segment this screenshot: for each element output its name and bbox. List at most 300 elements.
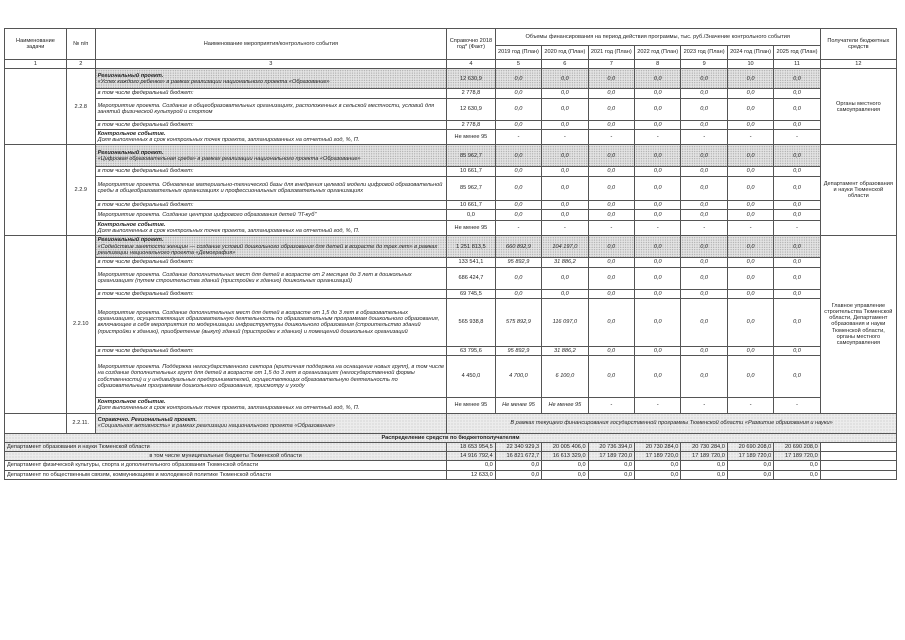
plan-value: - — [681, 398, 727, 414]
event-text: Доля выполненных в срок контрольных точек проекта, запланированных на отчетный год, %, П. — [97, 228, 360, 234]
event-text: Мероприятие проекта. Поддержка негосударственного сектора (критичная поддержка на оснащение новых групп), в том числе на создание дополнительных групп для детей в возрасте от 1,5 до 3 лет в организациях (негосударственной формы собственности) и у индивидуальных предпринимателей, осуществляющих образовательную деятельность по образовательным программам дошкольного образования, присмотру и уходу — [97, 364, 445, 389]
event-text: Мероприятие проекта. Обновление материально-технической базы для внедрения целевой модели цифровой образовательной среды в общеобразовательных организациях и профессиональных образовательных организациях — [97, 181, 443, 194]
plan-value: 0,0 — [588, 356, 634, 398]
plan-value: 0,0 — [542, 120, 588, 129]
distribution-value: 20 730 284,0 — [681, 442, 727, 451]
event-text: «Цифровая образовательная среда» в рамках реализации национального проекта «Образование» — [97, 155, 361, 162]
plan-value: 0,0 — [542, 98, 588, 120]
column-number: 2 — [66, 60, 95, 69]
plan-value: - — [774, 129, 820, 145]
plan-value: - — [635, 220, 681, 236]
reference-2018: 12 630,9 — [447, 69, 496, 89]
plan-value: 0,0 — [635, 289, 681, 298]
plan-value: 0,0 — [588, 167, 634, 176]
table-row — [5, 200, 897, 209]
reference-2018: 133 541,1 — [447, 258, 496, 267]
table-row — [5, 220, 897, 236]
reference-2018: 85 962,7 — [447, 145, 496, 167]
header-year: 2025 год (План) — [774, 46, 820, 60]
distribution-value: 17 189 720,0 — [774, 452, 820, 461]
event-description — [95, 289, 446, 298]
distribution-value: 0,0 — [495, 470, 541, 479]
plan-value: 0,0 — [588, 346, 634, 355]
event-text: в том числе федеральный бюджет: — [97, 168, 194, 175]
distribution-value: 20 736 394,0 — [588, 442, 634, 451]
plan-value: 0,0 — [495, 98, 541, 120]
plan-value: 0,0 — [681, 145, 727, 167]
event-description — [95, 145, 446, 167]
plan-value: 0,0 — [727, 89, 773, 98]
distribution-value: 14 916 792,4 — [447, 452, 496, 461]
recipient-name: в том числе муниципальные бюджеты Тюменской области — [5, 452, 447, 461]
distribution-value: 0,0 — [447, 461, 496, 470]
header-year: 2019 год (План) — [495, 46, 541, 60]
plan-value: - — [495, 220, 541, 236]
table-row — [5, 120, 897, 129]
plan-value: - — [635, 129, 681, 145]
plan-value: 31 886,2 — [542, 258, 588, 267]
plan-value: 0,0 — [495, 89, 541, 98]
plan-value: 0,0 — [774, 209, 820, 220]
plan-value: 0,0 — [635, 176, 681, 200]
distribution-value: 17 189 720,0 — [681, 452, 727, 461]
reference-2018: 10 661,7 — [447, 167, 496, 176]
recipient-cell: Департамент образования и науки Тюменской области — [820, 145, 896, 236]
distribution-value: 18 653 954,5 — [447, 442, 496, 451]
plan-value: 0,0 — [681, 258, 727, 267]
plan-value: 0,0 — [635, 356, 681, 398]
event-text: в том числе федеральный бюджет: — [97, 201, 194, 208]
distribution-value: 0,0 — [495, 461, 541, 470]
plan-value: - — [681, 220, 727, 236]
plan-value: 0,0 — [542, 200, 588, 209]
plan-value: 95 892,9 — [495, 258, 541, 267]
header-year: 2024 год (План) — [727, 46, 773, 60]
plan-value: 6 100,0 — [542, 356, 588, 398]
plan-value: Не менее 95 — [542, 398, 588, 414]
header-year: 2023 год (План) — [681, 46, 727, 60]
event-description — [95, 258, 446, 267]
event-description — [95, 356, 446, 398]
plan-value: 0,0 — [542, 267, 588, 289]
plan-value: 0,0 — [588, 69, 634, 89]
plan-value: 0,0 — [635, 120, 681, 129]
distribution-value: 0,0 — [681, 461, 727, 470]
plan-value: 0,0 — [542, 167, 588, 176]
table-row — [5, 236, 897, 258]
table-row — [5, 356, 897, 398]
plan-value: - — [542, 129, 588, 145]
event-description — [95, 167, 446, 176]
column-number: 11 — [774, 60, 820, 69]
distribution-value: 0,0 — [588, 461, 634, 470]
plan-value: 0,0 — [774, 120, 820, 129]
distribution-value: 0,0 — [774, 461, 820, 470]
plan-value: 104 197,0 — [542, 236, 588, 258]
column-number: 4 — [447, 60, 496, 69]
empty-cell — [820, 470, 896, 479]
distribution-row — [5, 442, 897, 451]
reference-2018: Не менее 95 — [447, 220, 496, 236]
distribution-value: 0,0 — [635, 461, 681, 470]
plan-value: 0,0 — [774, 89, 820, 98]
table-row — [5, 167, 897, 176]
plan-value: 0,0 — [588, 120, 634, 129]
header-task: Наименование задачи — [5, 29, 67, 60]
plan-value: 0,0 — [727, 258, 773, 267]
item-number: 2.2.9 — [66, 145, 95, 236]
plan-value: - — [495, 129, 541, 145]
plan-value: 0,0 — [495, 209, 541, 220]
event-title: Региональный проект. — [97, 72, 164, 79]
distribution-value: 20 690 208,0 — [774, 442, 820, 451]
distribution-row — [5, 452, 897, 461]
reference-2018: 2 778,8 — [447, 120, 496, 129]
plan-value: 0,0 — [681, 120, 727, 129]
plan-value: 0,0 — [681, 69, 727, 89]
header-event: Наименование мероприятия/контрольного события — [95, 29, 446, 60]
plan-value: 0,0 — [635, 236, 681, 258]
distribution-value: 16 821 672,7 — [495, 452, 541, 461]
event-title: Справочно. Региональный проект. — [97, 416, 197, 423]
plan-value: 0,0 — [774, 267, 820, 289]
plan-value: 0,0 — [588, 209, 634, 220]
plan-value: 31 886,2 — [542, 346, 588, 355]
plan-value: 0,0 — [727, 236, 773, 258]
plan-value: 0,0 — [635, 298, 681, 346]
event-description — [95, 398, 446, 414]
plan-value: Не менее 95 — [495, 398, 541, 414]
header-year: 2022 год (План) — [635, 46, 681, 60]
column-number: 8 — [635, 60, 681, 69]
event-description — [95, 176, 446, 200]
distribution-value: 0,0 — [635, 470, 681, 479]
plan-value: 0,0 — [495, 200, 541, 209]
table-row — [5, 145, 897, 167]
plan-value: 0,0 — [681, 200, 727, 209]
reference-2018: Не менее 95 — [447, 398, 496, 414]
plan-value: 0,0 — [635, 200, 681, 209]
event-text: в том числе федеральный бюджет: — [97, 121, 194, 128]
event-description — [95, 120, 446, 129]
event-title: Региональный проект. — [97, 149, 164, 156]
plan-value: 0,0 — [542, 69, 588, 89]
plan-value: 660 892,9 — [495, 236, 541, 258]
event-description — [95, 413, 446, 433]
plan-value: 0,0 — [727, 356, 773, 398]
plan-value: 0,0 — [727, 209, 773, 220]
plan-value: 0,0 — [727, 145, 773, 167]
plan-value: 0,0 — [681, 89, 727, 98]
event-text: «Социальная активность» в рамках реализации национального проекта «Образование» — [97, 423, 335, 429]
recipient-name: Департамент образования и науки Тюменской области — [5, 442, 447, 451]
plan-value: 0,0 — [727, 69, 773, 89]
column-number: 1 — [5, 60, 67, 69]
plan-value: 0,0 — [588, 236, 634, 258]
plan-value: - — [774, 398, 820, 414]
plan-value: 0,0 — [681, 176, 727, 200]
plan-value: 575 892,9 — [495, 298, 541, 346]
item-number: 2.2.10 — [66, 236, 95, 413]
plan-value: - — [727, 220, 773, 236]
table-row — [5, 69, 897, 89]
plan-value: 0,0 — [635, 145, 681, 167]
plan-value: 0,0 — [681, 236, 727, 258]
header-num: № п/п — [66, 29, 95, 60]
plan-value: 0,0 — [542, 89, 588, 98]
reference-2018: 1 251 813,5 — [447, 236, 496, 258]
plan-value: 0,0 — [681, 209, 727, 220]
reference-2018: 0,0 — [447, 209, 496, 220]
plan-value: - — [588, 220, 634, 236]
distribution-value: 20 730 284,0 — [635, 442, 681, 451]
plan-value: 0,0 — [542, 289, 588, 298]
reference-2018: 2 778,8 — [447, 89, 496, 98]
plan-value: 0,0 — [635, 167, 681, 176]
plan-value: 0,0 — [727, 176, 773, 200]
funding-note: В рамках текущего финансирования государственной программы Тюменской области «Развитие образования и науки» — [447, 413, 897, 433]
plan-value: - — [681, 129, 727, 145]
table-row — [5, 413, 897, 433]
plan-value: 0,0 — [727, 267, 773, 289]
table-row — [5, 398, 897, 414]
plan-value: - — [727, 398, 773, 414]
distribution-value: 0,0 — [774, 470, 820, 479]
event-description — [95, 129, 446, 145]
table-row — [5, 346, 897, 355]
plan-value: 0,0 — [681, 167, 727, 176]
table-body — [5, 69, 897, 480]
plan-value: 0,0 — [588, 258, 634, 267]
event-text: Доля выполненных в срок контрольных точек проекта, запланированных на отчетный год, %, П. — [97, 405, 360, 412]
plan-value: 0,0 — [635, 346, 681, 355]
task-cell — [5, 145, 67, 236]
event-text: в том числе федеральный бюджет: — [97, 347, 194, 354]
table-row — [5, 258, 897, 267]
plan-value: 0,0 — [588, 200, 634, 209]
plan-value: 0,0 — [635, 98, 681, 120]
plan-value: - — [588, 398, 634, 414]
plan-value: - — [542, 220, 588, 236]
table-row — [5, 209, 897, 220]
plan-value: 0,0 — [588, 289, 634, 298]
reference-2018: 4 450,0 — [447, 356, 496, 398]
plan-value: 0,0 — [635, 267, 681, 289]
plan-value: 0,0 — [774, 145, 820, 167]
plan-value: 0,0 — [542, 145, 588, 167]
plan-value: 0,0 — [774, 346, 820, 355]
event-description — [95, 209, 446, 220]
distribution-row — [5, 461, 897, 470]
column-number: 12 — [820, 60, 896, 69]
column-number: 7 — [588, 60, 634, 69]
plan-value: 0,0 — [774, 200, 820, 209]
distribution-value: 0,0 — [542, 461, 588, 470]
plan-value: 0,0 — [727, 167, 773, 176]
column-number: 10 — [727, 60, 773, 69]
plan-value: - — [588, 129, 634, 145]
distribution-value: 17 189 720,0 — [727, 452, 773, 461]
plan-value: 0,0 — [727, 298, 773, 346]
plan-value: 0,0 — [588, 145, 634, 167]
plan-value: 0,0 — [774, 289, 820, 298]
event-title: Контрольное событие. — [97, 399, 166, 405]
table-row — [5, 129, 897, 145]
plan-value: - — [774, 220, 820, 236]
reference-2018: Не менее 95 — [447, 129, 496, 145]
distribution-value: 12 633,0 — [447, 470, 496, 479]
plan-value: 0,0 — [542, 176, 588, 200]
distribution-row — [5, 470, 897, 479]
plan-value: 4 700,0 — [495, 356, 541, 398]
plan-value: 0,0 — [495, 120, 541, 129]
plan-value: 0,0 — [681, 289, 727, 298]
task-cell — [5, 413, 67, 433]
event-description — [95, 236, 446, 258]
reference-2018: 10 661,7 — [447, 200, 496, 209]
column-number-row — [5, 60, 897, 69]
event-description — [95, 298, 446, 346]
event-description — [95, 267, 446, 289]
recipient-cell: Органы местного самоуправления — [820, 69, 896, 145]
event-description — [95, 346, 446, 355]
plan-value: 0,0 — [681, 98, 727, 120]
column-number: 9 — [681, 60, 727, 69]
plan-value: 0,0 — [774, 356, 820, 398]
plan-value: 0,0 — [588, 98, 634, 120]
plan-value: 0,0 — [774, 98, 820, 120]
empty-cell — [820, 442, 896, 451]
event-text: «Успех каждого ребенка» в рамках реализации национального проекта «Образование» — [97, 78, 330, 85]
plan-value: 0,0 — [774, 167, 820, 176]
column-number: 3 — [95, 60, 446, 69]
reference-2018: 565 938,8 — [447, 298, 496, 346]
event-text: Мероприятие проекта. Создание дополнительных мест для детей в возрасте от 1,5 до 3 лет в образовательных организациях, осуществляющих образовательную деятельность по образовательным программам дошкольного образования, включающее в себя мероприятия по модернизации инфраструктуры дошкольного образования (строительство зданий (пристройки к зданию), приобретение (выкуп) зданий (пристройки к зданию) и помещений дошкольных организаций — [97, 309, 440, 335]
distribution-value: 0,0 — [727, 461, 773, 470]
table-row — [5, 267, 897, 289]
event-description — [95, 200, 446, 209]
plan-value: 0,0 — [495, 69, 541, 89]
plan-value: - — [635, 398, 681, 414]
recipient-name: Департамент по общественным связям, коммуникациям и молодежной политике Тюменской области — [5, 470, 447, 479]
header-year: 2020 год (План) — [542, 46, 588, 60]
distribution-value: 0,0 — [727, 470, 773, 479]
plan-value: 0,0 — [495, 145, 541, 167]
distribution-value: 0,0 — [681, 470, 727, 479]
recipient-name: Департамент физической культуры, спорта и дополнительного образования Тюменской области — [5, 461, 447, 470]
empty-cell — [820, 461, 896, 470]
event-title: Контрольное событие. — [97, 130, 166, 137]
table-row — [5, 289, 897, 298]
distribution-value: 22 340 929,3 — [495, 442, 541, 451]
event-description — [95, 69, 446, 89]
plan-value: 0,0 — [495, 289, 541, 298]
header-year: 2021 год (План) — [588, 46, 634, 60]
event-text: в том числе федеральный бюджет: — [97, 90, 194, 97]
plan-value: 0,0 — [681, 346, 727, 355]
header-recipients: Получатели бюджетных средств — [820, 29, 896, 60]
table-row — [5, 298, 897, 346]
event-text: Доля выполненных в срок контрольных точек проекта, запланированных на отчетный год, %, П. — [97, 137, 360, 143]
plan-value: 0,0 — [635, 258, 681, 267]
event-description — [95, 98, 446, 120]
plan-value: 0,0 — [681, 267, 727, 289]
event-description — [95, 220, 446, 236]
item-number: 2.2.11. — [66, 413, 95, 433]
header-funding: Объемы финансирования на период действия программы, тыс. руб./Значение контрольного события — [495, 29, 820, 46]
task-cell — [5, 236, 67, 413]
distribution-value: 17 189 720,0 — [635, 452, 681, 461]
table-row — [5, 176, 897, 200]
reference-2018: 69 745,5 — [447, 289, 496, 298]
plan-value: 0,0 — [774, 258, 820, 267]
reference-2018: 12 630,9 — [447, 98, 496, 120]
recipient-cell: Главное управление строительства Тюменской области, Департамент образования и науки Тюменской области, органы местного самоуправления — [820, 236, 896, 413]
event-text: Мероприятие проекта. Создание дополнительных мест для детей в возрасте от 2 месяцев до 3 лет в дошкольных организациях (путем строительства зданий (пристройки к зданию) дошкольных организаций) — [97, 271, 412, 284]
plan-value: 0,0 — [635, 209, 681, 220]
event-description — [95, 89, 446, 98]
distribution-heading-row — [5, 433, 897, 442]
event-text: в том числе федеральный бюджет: — [97, 259, 194, 266]
plan-value: 0,0 — [542, 209, 588, 220]
plan-value: 0,0 — [588, 89, 634, 98]
plan-value: 0,0 — [681, 298, 727, 346]
funding-table — [4, 28, 897, 480]
reference-2018: 85 962,7 — [447, 176, 496, 200]
distribution-value: 16 613 329,0 — [542, 452, 588, 461]
plan-value: 0,0 — [495, 267, 541, 289]
header-ref: Справочно 2018 год* (Факт) — [447, 29, 496, 60]
event-text: Мероприятие проекта. Создание в общеобразовательных организациях, расположенных в сельской местности, условий для занятий физической культурой и спортом — [97, 102, 435, 115]
plan-value: 0,0 — [774, 69, 820, 89]
plan-value: 0,0 — [727, 346, 773, 355]
plan-value: 0,0 — [727, 120, 773, 129]
item-number: 2.2.8 — [66, 69, 95, 145]
plan-value: 0,0 — [681, 356, 727, 398]
plan-value: 0,0 — [495, 167, 541, 176]
table-row — [5, 98, 897, 120]
reference-2018: 686 424,7 — [447, 267, 496, 289]
event-title: Региональный проект. — [97, 237, 164, 244]
plan-value: 0,0 — [727, 289, 773, 298]
plan-value: 0,0 — [635, 89, 681, 98]
distribution-value: 20 005 406,0 — [542, 442, 588, 451]
plan-value: 0,0 — [588, 267, 634, 289]
plan-value: 0,0 — [588, 298, 634, 346]
table-row — [5, 89, 897, 98]
distribution-heading: Распределение средств по бюджетополучателям — [5, 433, 897, 442]
distribution-value: 17 189 720,0 — [588, 452, 634, 461]
plan-value: 0,0 — [774, 176, 820, 200]
plan-value: - — [727, 129, 773, 145]
column-number: 6 — [542, 60, 588, 69]
distribution-value: 20 690 208,0 — [727, 442, 773, 451]
plan-value: 0,0 — [774, 236, 820, 258]
plan-value: 116 097,0 — [542, 298, 588, 346]
empty-cell — [820, 452, 896, 461]
task-cell — [5, 69, 67, 145]
event-text: в том числе федеральный бюджет: — [97, 290, 194, 297]
event-text: Мероприятие проекта. Создание центров цифрового образования детей "IT-куб" — [97, 211, 317, 218]
distribution-value: 0,0 — [588, 470, 634, 479]
event-title: Контрольное событие. — [97, 221, 166, 228]
plan-value: 95 892,9 — [495, 346, 541, 355]
plan-value: 0,0 — [588, 176, 634, 200]
distribution-value: 0,0 — [542, 470, 588, 479]
plan-value: 0,0 — [727, 200, 773, 209]
plan-value: 0,0 — [495, 176, 541, 200]
column-number: 5 — [495, 60, 541, 69]
